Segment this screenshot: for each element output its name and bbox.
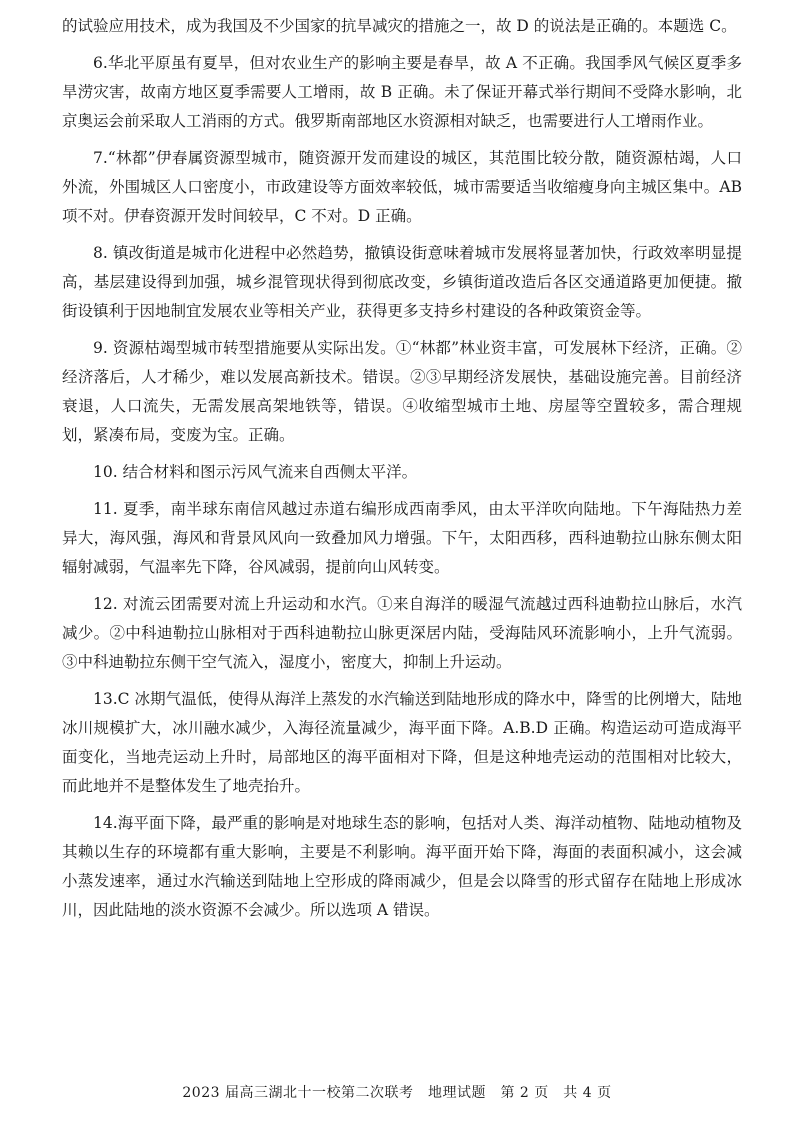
paragraph-q14: 14.海平面下降，最严重的影响是对地球生态的影响，包括对人类、海洋动植物、陆地动植物及其赖以生存的环境都有重大影响，主要是不利影响。海平面开始下降，海面的表面积减小，这会减小蒸发速率，通过水汽输送到陆地上空形成的降雨减少，但是会以降雪的形式留存在陆地上形成冰川，因此陆地的淡水资源不会减少。所以选项 A 错误。 [62,814,742,919]
paragraph-q6: 6.华北平原虽有夏旱，但对农业生产的影响主要是春旱，故 A 不正确。我国季风气候区夏季多旱涝灾害，故南方地区夏季需要人工增雨，故 B 正确。未了保证开幕式举行期间不受降水影响，北京奥运会前采取人工消雨的方式。俄罗斯南部地区水资源相对缺乏，也需要进行人工增雨作业。 [62,54,742,130]
paragraph-q8: 8. 镇改街道是城市化进程中必然趋势，撤镇设街意味着城市发展将显著加快，行政效率明显提高，基层建设得到加强，城乡混管现状得到彻底改变，乡镇街道改造后各区交通道路更加便捷。撤街设镇利于因地制宜发展农业等相关产业，获得更多支持乡村建设的各种政策资金等。 [62,244,742,320]
paragraph-q11: 11. 夏季，南半球东南信风越过赤道右编形成西南季风，由太平洋吹向陆地。下午海陆热力差异大，海风强，海风和背景风风向一致叠加风力增强。下午，太阳西移，西科迪勒拉山脉东侧太阳辐射减弱，气温率先下降，谷风减弱，提前向山风转变。 [62,500,742,576]
paragraph-q9: 9. 资源枯竭型城市转型措施要从实际出发。①“林都”林业资丰富，可发展林下经济，正确。②经济落后，人才稀少，难以发展高新技术。错误。②③早期经济发展快，基础设施完善。目前经济衰退，人口流失，无需发展高架地铁等，错误。④收缩型城市土地、房屋等空置较多，需合理规划，紧凑布局，变废为宝。正确。 [62,339,742,444]
page-footer: 2023 届高三湖北十一校第二次联考 地理试题 第 2 页 共 4 页 [182,1085,612,1101]
answer-explanations [62,12,742,933]
paragraph-q10: 10. 结合材料和图示污风气流来自西侧太平洋。 [93,463,418,481]
paragraph-q12: 12. 对流云团需要对流上升运动和水汽。①来自海洋的暖湿气流越过西科迪勒拉山脉后，水汽减少。②中科迪勒拉山脉相对于西科迪勒拉山脉更深居内陆，受海陆风环流影响小，上升气流弱。③中科迪勒拉东侧干空气流入，湿度小，密度大，抑制上升运动。 [62,595,742,671]
paragraph-continuation: 的试验应用技术，成为我国及不少国家的抗旱减灾的措施之一，故 D 的说法是正确的。本题选 C。 [62,17,737,35]
paragraph-q7: 7.“林都”伊春属资源型城市，随资源开发而建设的城区，其范围比较分散，随资源枯竭，人口外流，外围城区人口密度小，市政建设等方面效率较低，城市需要适当收缩瘦身向主城区集中。AB 项不对。伊春资源开发时间较早，C 不对。D 正确。 [62,149,742,225]
paragraph-q13: 13.C 冰期气温低，使得从海洋上蒸发的水汽输送到陆地形成的降水中，降雪的比例增大，陆地冰川规模扩大，冰川融水减少，入海径流量减少，海平面下降。A.B.D 正确。构造运动可造成海平面变化，当地壳运动上升时，局部地区的海平面相对下降，但是这种地壳运动的范围相对比较大，而此地并不是整体发生了地壳抬升。 [62,690,742,795]
